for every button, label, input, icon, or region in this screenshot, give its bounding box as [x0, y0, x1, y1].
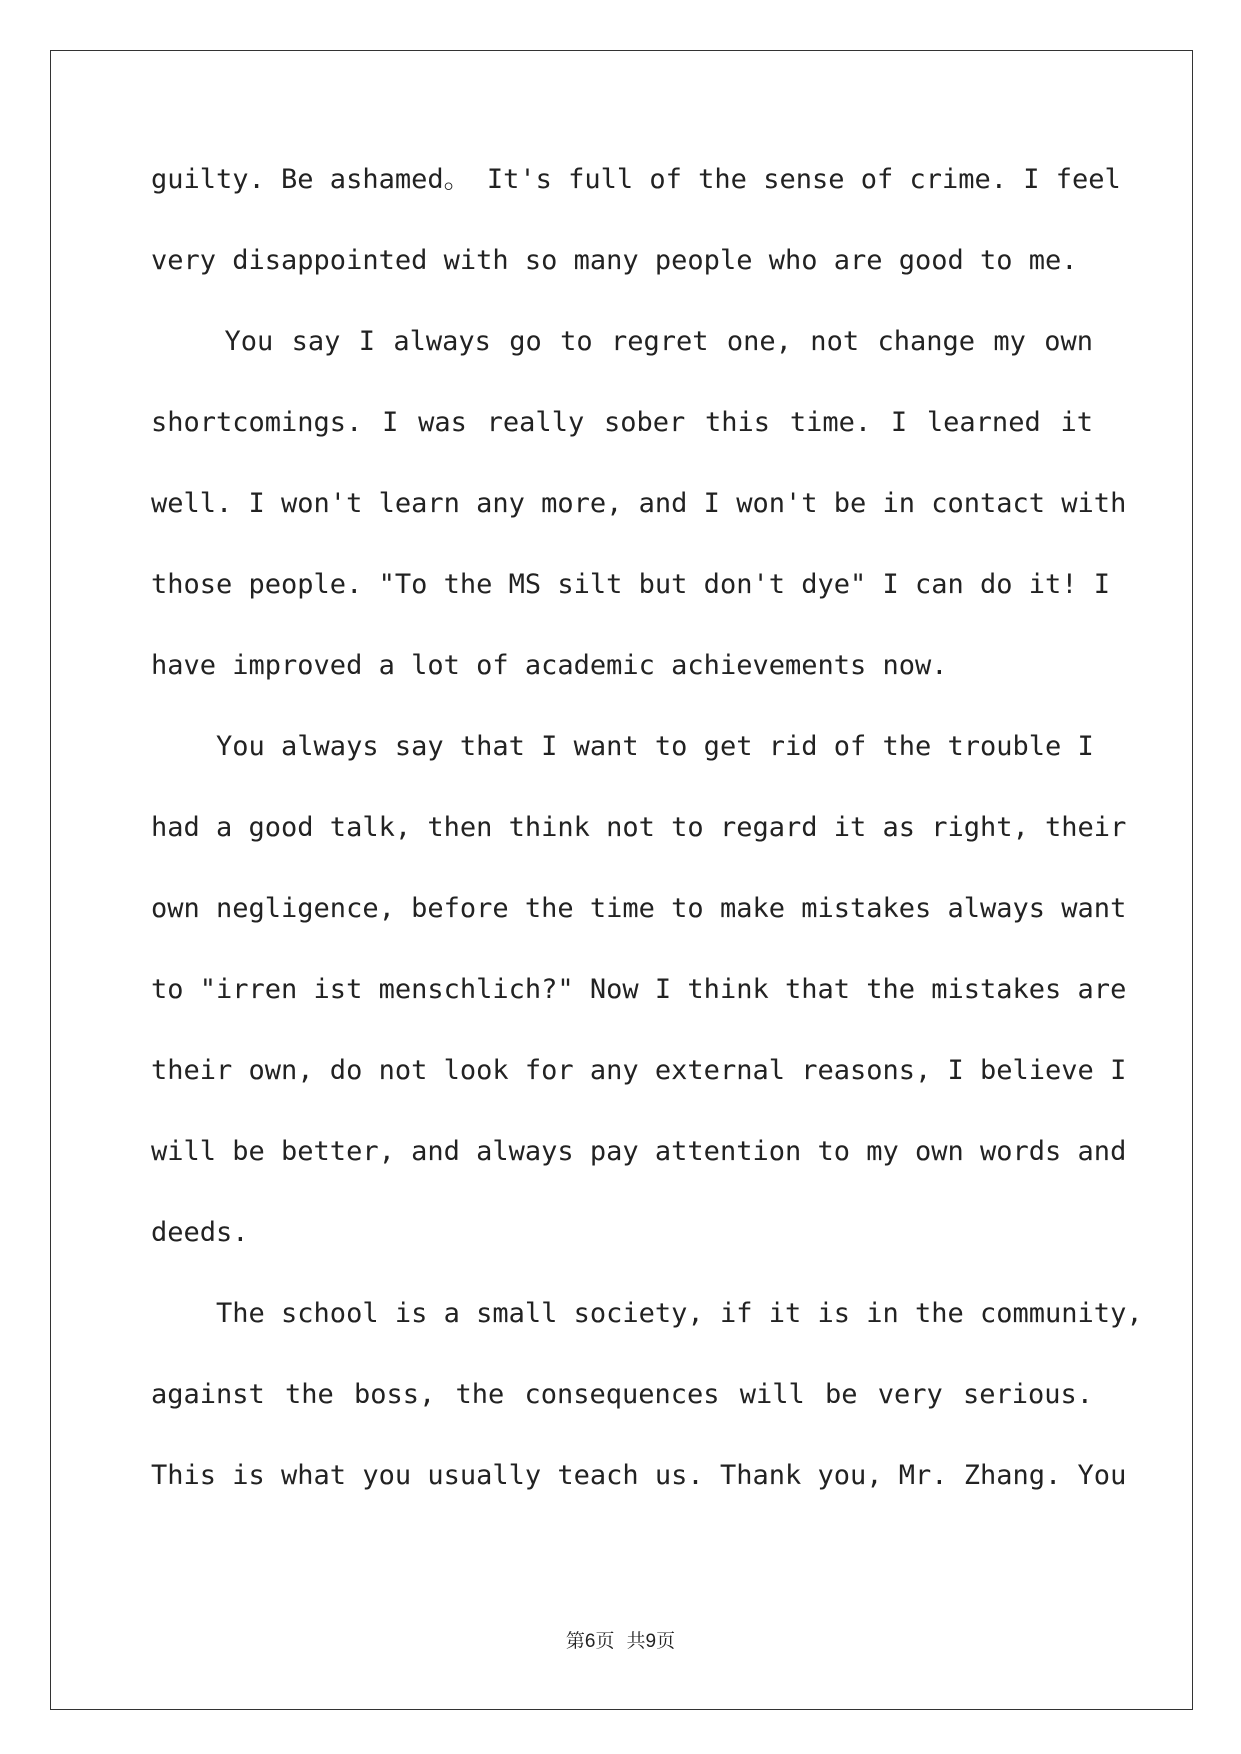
text-line: This is what you usually teach us. Thank you, Mr. Zhang. You: [151, 1460, 1127, 1491]
text-line: have improved a lot of academic achievements now.: [151, 650, 948, 681]
footer-prefix: 第: [565, 1630, 585, 1652]
text-line: had a good talk, then think not to regard it as right, their: [151, 812, 1127, 843]
text-line: those people. "To the MS silt but don't dye" I can do it! I: [151, 569, 1111, 600]
text-line: well. I won't learn any more, and I won't be in contact with: [151, 488, 1127, 519]
text-line: own negligence, before the time to make mistakes always want: [151, 893, 1127, 924]
text-line: will be better, and always pay attention to my own words and: [151, 1136, 1127, 1167]
text-line: shortcomings. I was really sober this time. I learned it: [151, 407, 1093, 438]
text-line: their own, do not look for any external reasons, I believe I: [151, 1055, 1127, 1086]
footer-total-pages: 9: [645, 1631, 657, 1652]
text-line: You always say that I want to get rid of the trouble I: [151, 731, 1094, 762]
footer-suffix: 页: [656, 1630, 676, 1652]
text-line: very disappointed with so many people who are good to me.: [151, 245, 1078, 276]
text-line: against the boss, the consequences will be very serious.: [151, 1379, 1093, 1410]
text-line: deeds.: [151, 1217, 249, 1248]
text-line: You say I always go to regret one, not change my own: [151, 326, 1093, 357]
footer-mid: 页 共: [595, 1630, 646, 1652]
text-line: to "irren ist menschlich?" Now I think that the mistakes are: [151, 974, 1127, 1005]
text-line: The school is a small society, if it is in the community,: [151, 1298, 1143, 1329]
page-footer: [0, 1626, 1241, 1653]
text-line: guilty. Be ashamed。 It's full of the sense of crime. I feel: [151, 164, 1121, 195]
footer-page-number: 6: [584, 1631, 596, 1652]
